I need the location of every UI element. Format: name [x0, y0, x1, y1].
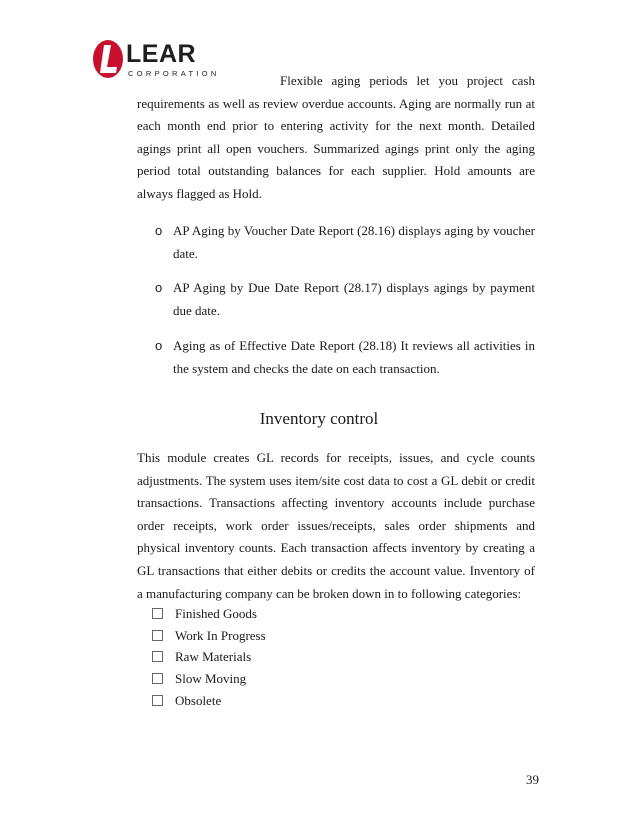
bullet-item	[155, 334, 535, 380]
category-label: Finished Goods	[175, 606, 257, 621]
bullet-text: AP Aging by Voucher Date Report (28.16) displays aging by voucher date.	[173, 223, 535, 261]
page-number: 39	[526, 772, 539, 787]
checkbox-square-icon	[152, 651, 163, 662]
bullet-item	[155, 276, 535, 322]
bullet-marker: o	[155, 280, 163, 295]
bullet-item	[155, 219, 535, 265]
category-item	[152, 668, 246, 690]
bullet-text: AP Aging by Due Date Report (28.17) displays agings by payment due date.	[173, 280, 535, 318]
category-item	[152, 625, 266, 647]
aging-paragraph: Flexible aging periods let you project cash requirements as well as review overdue accounts. Aging are normally run at each month end prior to entering activity for the next month. Detailed agings print all open vouchers. Summarized agings print only the aging period total outstanding balances for each supplier. Hold amounts are always flagged as Hold.	[137, 73, 535, 201]
category-item	[152, 646, 251, 668]
checkbox-square-icon	[152, 608, 163, 619]
bullet-marker: o	[155, 223, 163, 238]
section-heading: Inventory control	[259, 409, 379, 428]
checkbox-square-icon	[152, 695, 163, 706]
logo-subtitle: CORPORATION	[128, 69, 220, 78]
category-item	[152, 690, 221, 712]
logo-wordmark: LEAR	[126, 40, 197, 68]
lear-l-mark-icon	[92, 38, 126, 80]
checkbox-square-icon	[152, 630, 163, 641]
category-label: Work In Progress	[175, 628, 266, 643]
category-item	[152, 603, 257, 625]
bullet-marker: o	[155, 338, 163, 353]
inventory-paragraph: This module creates GL records for receipts, issues, and cycle counts adjustments. The system uses item/site cost data to cost a GL debit or credit transactions. Transactions affecting inventory accounts include purchase order receipts, work order issues/receipts, sales order shipments and physical inventory counts. Each transaction affects inventory by creating a GL transactions that either debits or credits the account value. Inventory of a manufacturing company can be broken down in to following categories:	[137, 450, 535, 601]
category-label: Obsolete	[175, 693, 222, 708]
checkbox-square-icon	[152, 673, 163, 684]
category-label: Slow Moving	[175, 671, 247, 686]
bullet-text: Aging as of Effective Date Report (28.18) It reviews all activities in the system and checks the date on each transaction.	[173, 338, 535, 376]
category-label: Raw Materials	[175, 649, 252, 664]
